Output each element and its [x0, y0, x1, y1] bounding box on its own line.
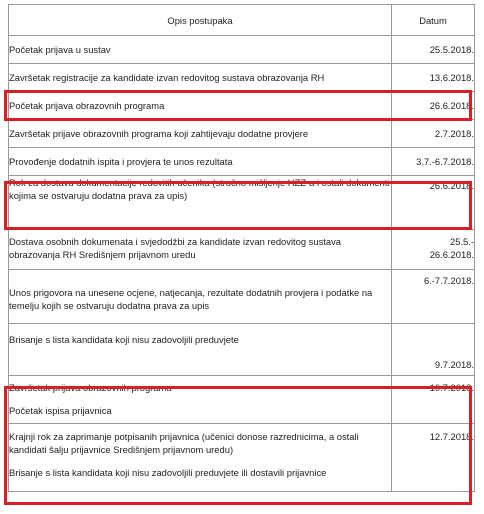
row-date: 26.6.2018. — [429, 180, 474, 191]
table-row — [9, 36, 475, 64]
row-date: 10.7.2018. — [429, 382, 474, 393]
table-row — [9, 324, 475, 376]
table-row — [9, 120, 475, 148]
table-row — [9, 270, 475, 324]
row-description: Provođenje dodatnih ispita i provjera te unos rezultata — [9, 156, 233, 167]
row-description: Završetak prijava obrazovnih programa — [9, 382, 172, 393]
table-row — [9, 92, 475, 120]
header-row — [9, 5, 475, 36]
table-row — [9, 230, 475, 270]
table-row — [9, 148, 475, 176]
row-description: Završetak prijave obrazovnih programa koji zahtijevaju dodatne provjere — [9, 128, 309, 139]
row-date-end: 26.6.2018. — [429, 249, 474, 260]
row-description: Unos prigovora na unesene ocjene, natjecanja, rezultate dodatnih provjera i podatke na temelju kojih se ostvaruju dodatna prava za upis — [9, 287, 373, 311]
row-date: 6.-7.7.2018. — [423, 275, 474, 286]
row-description: Dostava osobnih dokumenata i svjedodžbi za kandidate izvan redovitog sustava obrazovanja RH Središnjem prijavnom uredu — [9, 236, 341, 260]
schedule-table — [8, 4, 475, 492]
row-date: 2.7.2018. — [434, 128, 474, 139]
row-date-start: 25.5.- — [450, 236, 474, 247]
table-row — [9, 424, 475, 492]
row-description: Početak prijava u sustav — [9, 44, 111, 55]
row-date: 12.7.2018. — [429, 431, 474, 442]
row-date: 9.7.2018. — [434, 359, 474, 370]
row-description: Krajnji rok za zaprimanje potpisanih prijavnica (učenici donose razrednicima, a ostali kandidati šalju prijavnice Središnjem prijavnom uredu) — [9, 431, 359, 455]
row-description: Brisanje s lista kandidata koji nisu zadovoljili preduvjete — [9, 334, 239, 345]
row-description: Završetak registracije za kandidate izvan redovitog sustava obrazovanja RH — [9, 72, 325, 83]
table-row — [9, 64, 475, 92]
row-description: Rok za dostavu dokumentacije redovitih učenika (stručno mišljenje HZZ-a i ostali dokumenti kojima se ostvaruju dodatna prava za upis) — [9, 177, 390, 201]
header-date: Datum — [392, 5, 475, 36]
row-description-secondary: Početak ispisa prijavnica — [9, 405, 112, 416]
header-description: Opis postupaka — [9, 5, 392, 36]
row-date: 13.6.2018. — [429, 72, 474, 83]
row-date: 3.7.-6.7.2018. — [416, 156, 474, 167]
row-date: 25.5.2018. — [429, 44, 474, 55]
table-row — [9, 376, 475, 424]
row-description: Početak prijava obrazovnih programa — [9, 100, 165, 111]
table-row — [9, 176, 475, 230]
row-description-secondary: Brisanje s lista kandidata koji nisu zadovoljili preduvjete ili dostavili prijavnice — [9, 467, 327, 478]
row-date: 26.6.2018. — [429, 100, 474, 111]
